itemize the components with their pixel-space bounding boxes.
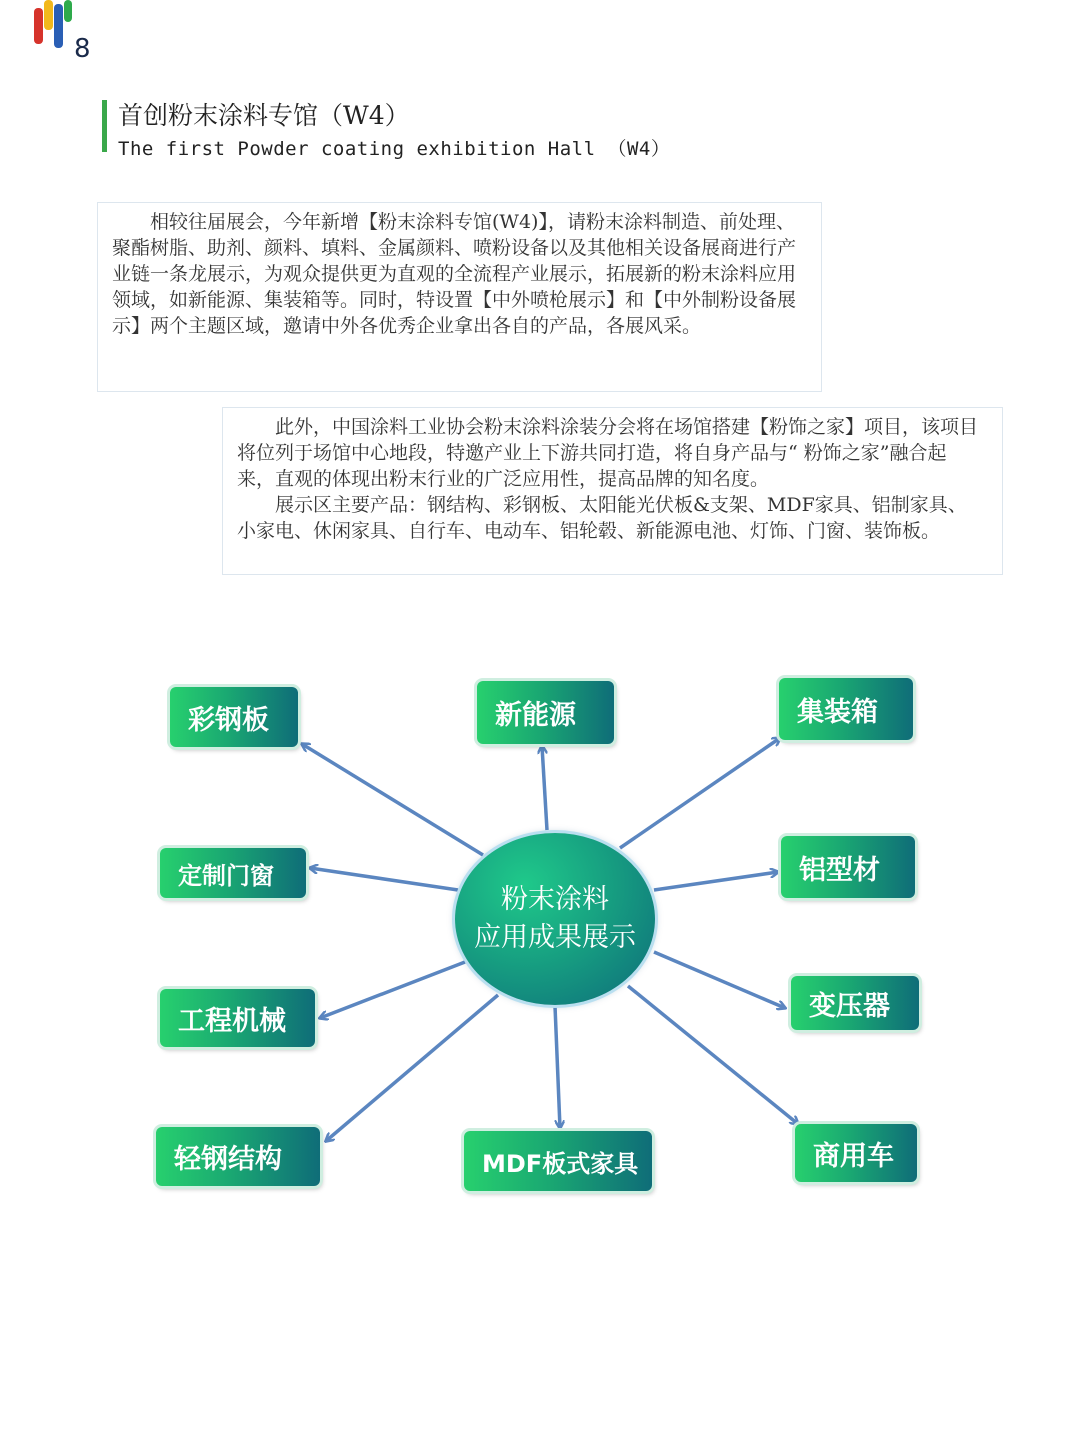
center-label-line1: 粉末涂料: [501, 884, 609, 915]
section-title-en: The first Powder coating exhibition Hall （W4）: [118, 138, 671, 160]
arrow-to-custom-doors: [310, 868, 458, 890]
arrow-to-new-energy: [542, 746, 547, 830]
node-custom-doors: 定制门窗: [160, 848, 306, 898]
arrow-to-mdf-furniture: [555, 1006, 560, 1128]
node-commercial-vehicle: 商用车: [795, 1124, 917, 1182]
section-title-cn: 首创粉末涂料专馆（W4）: [118, 101, 410, 130]
application-diagram: [0, 650, 1080, 1210]
brand-logo-icon: [34, 0, 78, 52]
node-container: 集装箱: [779, 678, 913, 740]
node-mdf-furniture: MDF板式家具: [464, 1131, 652, 1191]
node-light-steel: 轻钢结构: [156, 1127, 320, 1186]
intro-paragraph-1: 相较往届展会，今年新增【粉末涂料专馆(W4)】，请粉末涂料制造、前处理、聚酯树脂、助剂、颜料、填料、金属颜料、喷粉设备以及其他相关设备展商进行产业链一条龙展示，为观众提供更为直观的全流程产业展示，拓展新的粉末涂料应用领域，如新能源、集装箱等。同时，特设置【中外喷枪展示】和【中外制粉设备展示】两个主题区域，邀请中外各优秀企业拿出各自的产品，各展风采。: [112, 211, 797, 337]
detail-text-box: [222, 407, 1003, 575]
center-label-line2: 应用成果展示: [474, 922, 636, 953]
node-aluminum-profile: 铝型材: [781, 836, 915, 898]
arrow-to-engineering-machinery: [320, 962, 465, 1018]
arrow-to-aluminum-profile: [654, 872, 778, 890]
arrow-to-container: [620, 738, 780, 848]
intro-paragraph-3: 展示区主要产品：钢结构、彩钢板、太阳能光伏板&支架、MDF家具、铝制家具、小家电、休闲家具、自行车、电动车、铝轮毂、新能源电池、灯饰、门窗、装饰板。: [237, 494, 967, 542]
node-transformer: 变压器: [791, 976, 919, 1030]
intro-text-box: [97, 202, 822, 392]
arrow-to-light-steel: [326, 995, 498, 1141]
intro-paragraph-2: 此外，中国涂料工业协会粉末涂料涂装分会将在场馆搭建【粉饰之家】项目，该项目将位列于场馆中心地段，特邀产业上下游共同打造，将自身产品与“ 粉饰之家”融合起来，直观的体现出粉末行业的广泛应用性，提高品牌的知名度。: [237, 416, 979, 490]
arrow-to-commercial-vehicle: [628, 986, 798, 1124]
node-new-energy: 新能源: [477, 681, 614, 744]
node-color-steel: 彩钢板: [170, 687, 298, 747]
arrow-to-transformer: [654, 952, 785, 1008]
node-engineering-machinery: 工程机械: [160, 989, 315, 1047]
center-node: [455, 833, 655, 1005]
title-accent-bar: [102, 100, 107, 152]
page-number: 8: [74, 34, 91, 64]
arrow-to-color-steel: [302, 744, 483, 855]
